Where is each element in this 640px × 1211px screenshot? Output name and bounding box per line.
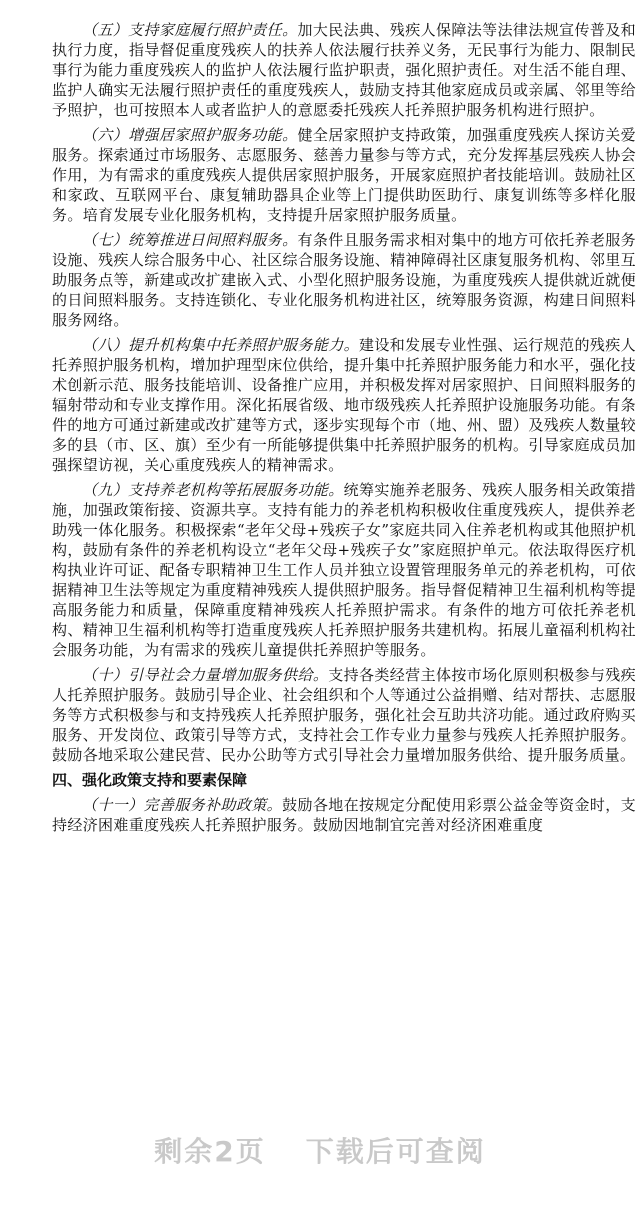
paragraph-lead: （六）增强居家照护服务功能。 [82,126,298,144]
paragraph-lead: （七）统筹推进日间照料服务。 [82,231,298,249]
paragraph-lead: （五）支持家庭履行照护责任。 [82,21,298,39]
document-body [52,20,636,1085]
paragraph-8 [52,335,636,475]
paragraph-9 [52,480,636,660]
paragraph-text: 健全居家照护支持政策，加强重度残疾人探访关爱服务。探索通过市场服务、志愿服务、慈善力量参与等方式，充分发挥基层残疾人协会作用，为有需求的重度残疾人提供居家照护服务，开展家庭照护者技能培训。鼓励社区和家政、互联网平台、康复辅助器具企业等上门提供助医助行、康复训练等多样化服务。培育发展专业化服务机构，支持提升居家照护服务质量。 [52,126,636,224]
paragraph-text: 统筹实施养老服务、残疾人服务相关政策措施，加强政策衔接、资源共享。支持有能力的养老机构积极收住重度残疾人，提供养老助残一体化服务。积极探索“老年父母+残疾子女”家庭共同入住养老机构或其他照护机构，鼓励有条件的养老机构设立“老年父母+残疾子女”家庭照护单元。依法取得医疗机构执业许可证、配备专职精神卫生工作人员并独立设置管理服务单元的养老机构，可依据精神卫生法等规定为重度精神残疾人提供照护服务。指导督促精神卫生福利机构等提高服务能力和质量，保障重度精神残疾人托养照护需求。有条件的地方可依托养老机构、精神卫生福利机构等打造重度残疾人托养照护服务共建机构。拓展儿童福利机构社会服务功能，为有需求的残疾儿童提供托养照护等服务。 [52,481,636,659]
section-heading: 四、强化政策支持和要素保障 [52,771,248,789]
paragraph-lead: （十）引导社会力量增加服务供给。 [82,666,329,684]
paragraph-11 [52,795,636,835]
paragraph-text: 支持各类经营主体按市场化原则积极参与残疾人托养照护服务。鼓励引导企业、社会组织和个人等通过公益捐赠、结对帮扶、志愿服务等方式积极参与和支持残疾人托养照护服务，强化社会互助共济功能。通过政府购买服务、开发岗位、政策引导等方式，支持社会工作专业力量参与残疾人托养照护服务。鼓励各地采取公建民营、民办公助等方式引导社会力量增加服务供给、提升服务质量。 [52,666,636,764]
paragraph-text: 加大民法典、残疾人保障法等法律法规宣传普及和执行力度，指导督促重度残疾人的扶养人依法履行扶养义务，无民事行为能力、限制民事行为能力重度残疾人的监护人依法履行监护职责，强化照护责任。对生活不能自理、监护人确实无法履行照护责任的重度残疾人，鼓励支持其他家庭成员或亲属、邻里等给予照护，也可按照本人或者监护人的意愿委托残疾人托养照护服务机构进行照护。 [52,21,636,119]
download-prompt-banner[interactable] [0,1130,640,1170]
download-to-view-text: 下载后可查阅 [305,1135,486,1168]
paragraph-text: 建设和发展专业性强、运行规范的残疾人托养照护服务机构，增加护理型床位供给，提升集中托养照护服务能力和水平，强化技术创新示范、服务技能培训、设备推广应用，并积极发挥对居家照护、日间照料服务的辐射带动和专业支撑作用。深化拓展省级、地市级残疾人托养照护设施服务功能。有条件的地方可通过新建或改扩建等方式，逐步实现每个市（地、州、盟）及残疾人数量较多的县（市、区、旗）至少有一所能够提供集中托养照护服务的机构。引导家庭成员加强探望访视，关心重度残疾人的精神需求。 [52,336,636,474]
paragraph-6 [52,125,636,225]
paragraph-lead: （八）提升机构集中托养照护服务能力。 [82,336,360,354]
paragraph-5 [52,20,636,120]
paragraph-7 [52,230,636,330]
paragraph-10 [52,665,636,765]
paragraph-lead: （十一）完善服务补助政策。 [82,796,283,814]
paragraph-lead: （九）支持养老机构等拓展服务功能。 [82,481,344,499]
remaining-pages-text: 剩余2页 [154,1135,266,1168]
paragraph-text: 鼓励各地在按规定分配使用彩票公益金等资金时，支持经济困难重度残疾人托养照护服务。鼓励因地制宜完善对经济困难重度 [52,796,636,834]
paragraph-text: 有条件且服务需求相对集中的地方可依托养老服务设施、残疾人综合服务中心、社区综合服务设施、精神障碍社区康复服务机构、邻里互助服务点等，新建或改扩建嵌入式、小型化照护服务设施，为重度残疾人提供就近就便的日间照料服务。支持连锁化、专业化服务机构进社区，统筹服务资源，构建日间照料服务网络。 [52,231,636,329]
